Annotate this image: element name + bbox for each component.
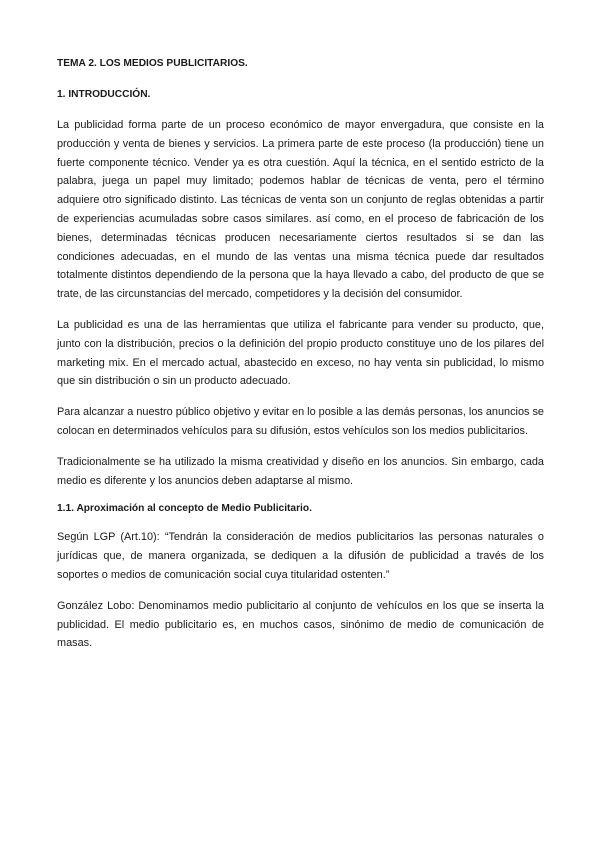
document-title: TEMA 2. LOS MEDIOS PUBLICITARIOS. xyxy=(57,58,248,69)
paragraph-3: Para alcanzar a nuestro público objetivo y evitar en lo posible a las demás personas, los anuncios se colocan en determinados vehículos para su difusión, estos vehículos son los medios publicitarios. xyxy=(57,406,544,437)
subsection-heading-medio-publicitario: 1.1. Aproximación al concepto de Medio Publicitario. xyxy=(57,503,312,515)
paragraph-gonzalez-lobo: González Lobo: Denominamos medio publicitario al conjunto de vehículos en los que se inserta la publicidad. El medio publicitario es, en muchos casos, sinónimo de medio de comunicación de masas. xyxy=(57,599,544,650)
paragraph-2: La publicidad es una de las herramientas que utiliza el fabricante para vender su producto, que, junto con la distribución, precios o la definición del propio producto constituye uno de los pilares del marketing mix. En el mercado actual, abastecido en exceso, no hay venta sin publicidad, lo mismo que sin distribución o sin un producto adecuado. xyxy=(57,318,544,388)
paragraph-lgp-quote: Según LGP (Art.10): “Tendrán la consideración de medios publicitarios las personas naturales o jurídicas que, de manera organizada, se dediquen a la difusión de publicidad a través de los soportes o medios de comunicación social cuya titularidad ostenten.” xyxy=(57,531,544,581)
paragraph-4: Tradicionalmente se ha utilizado la misma creatividad y diseño en los anuncios. Sin embargo, cada medio es diferente y los anuncios deben adaptarse al mismo. xyxy=(57,455,544,487)
paragraph-1: La publicidad forma parte de un proceso económico de mayor envergadura, que consiste en la producción y venta de bienes y servicios. La primera parte de este proceso (la producción) tiene un fuerte componente técnico. Vender ya es otra cuestión. Aquí la técnica, en el sentido estricto de la palabra, juega un papel muy limitado; podemos hablar de técnicas de venta, pero el término adquiere otro significado distinto. Las técnicas de venta son un conjunto de reglas obtenidas a partir de experiencias acumuladas sobre casos similares. así como, en el proceso de fabricación de los bienes, determinadas técnicas producen necesariamente ciertos resultados si se dan las condiciones adecuadas, en el mundo de las ventas una misma técnica puede dar resultados totalmente distintos dependiendo de la persona que la haya llevado a cabo, del producto de que se trate, de las circunstancias del mercado, competidores y la decisión del consumidor. xyxy=(57,119,544,301)
section-heading-introduccion: 1. INTRODUCCIÓN. xyxy=(57,89,151,100)
